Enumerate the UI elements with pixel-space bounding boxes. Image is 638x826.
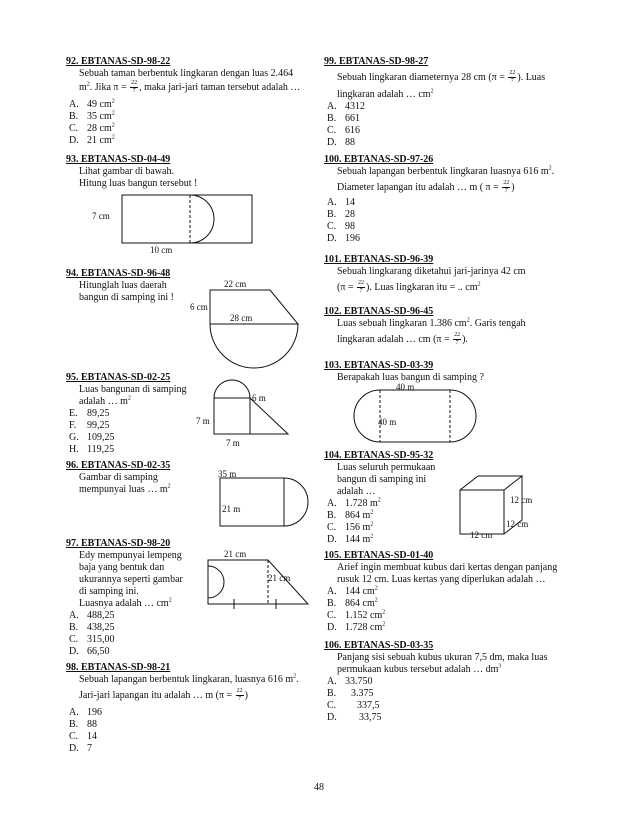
question-heading: 98. EBTANAS-SD-98-21 — [66, 662, 171, 673]
label-mid: 40 m — [378, 417, 397, 427]
option-b[interactable]: B. 88 — [69, 719, 97, 730]
question-text: Luasnya adalah … $cm^2$ — [79, 597, 172, 609]
question-105 — [324, 550, 584, 634]
option-b[interactable]: B. 3.375 — [327, 688, 374, 699]
question-text: adalah … — [337, 486, 376, 497]
question-heading: 97. EBTANAS-SD-98-20 — [66, 538, 171, 549]
question-text: Gambar di samping — [79, 472, 158, 483]
question-text: Lihat gambar di bawah. — [79, 166, 174, 177]
question-text: Sebuah lapangan berbentuk lingkaran luasnya 616 $m^2$. — [337, 165, 555, 177]
question-text: adalah … $m^2$ — [79, 395, 131, 407]
option-d[interactable]: D. 144 $m^2$ — [327, 533, 374, 545]
question-text: permukaan kubus tersebut adalah … $dm^3$ — [337, 663, 502, 675]
option-a[interactable]: A. 144 $cm^2$ — [327, 585, 378, 597]
question-heading: 99. EBTANAS-SD-98-27 — [324, 56, 429, 67]
label-top: 21 cm — [224, 549, 247, 559]
option-a[interactable]: A. 4312 — [327, 101, 365, 112]
question-text: Berapakah luas bangun di samping ? — [337, 372, 484, 383]
question-92 — [66, 56, 306, 147]
question-text: Sebuah lapangan berbentuk lingkaran, luasnya 616 $m^2$. — [79, 673, 299, 685]
page-number: 48 — [314, 782, 324, 793]
option-d[interactable]: D. 1.728 $cm^2$ — [327, 621, 386, 633]
option-a[interactable]: A. 14 — [327, 197, 355, 208]
option-d[interactable]: D. 7 — [69, 743, 92, 754]
label-width: 10 cm — [150, 245, 173, 255]
question-text: bangun di samping ini ! — [79, 292, 174, 303]
option-a[interactable]: A. 49 $cm^2$ — [69, 98, 115, 110]
label-bottom: 28 cm — [230, 313, 253, 323]
option-c[interactable]: C. 14 — [69, 731, 97, 742]
question-text: (π = $\frac{22}{7}$ ). Luas lingkaran itu = .. $cm^2$ — [337, 280, 481, 294]
label-top: 22 cm — [224, 279, 247, 289]
pi-fraction: $\frac{22}{7}$ — [454, 332, 461, 346]
label-bottom: 7 m — [226, 438, 240, 448]
label-depth: 12 cm — [506, 519, 529, 529]
question-101 — [324, 254, 584, 295]
label-left: 21 m — [222, 504, 241, 514]
option-c[interactable]: C. 28 $cm^2$ — [69, 122, 115, 134]
option-b[interactable]: B. 864 $cm^2$ — [327, 597, 378, 609]
option-c[interactable]: C. 315,00 — [69, 634, 115, 645]
option-g[interactable]: G. 109,25 — [69, 432, 115, 443]
question-106 — [324, 640, 584, 724]
pi-fraction: $\frac{22}{7}$ — [509, 70, 516, 84]
question-text: Hitunglah luas daerah — [79, 280, 167, 291]
label-bottom: 12 cm — [470, 530, 493, 540]
option-d[interactable]: D. 196 — [327, 233, 360, 244]
label-mid: 21 cm — [268, 573, 291, 583]
question-text: ukurannya seperti gambar — [79, 574, 183, 585]
option-b[interactable]: B. 35 $cm^2$ — [69, 110, 115, 122]
option-a[interactable]: A. 196 — [69, 707, 102, 718]
label-top: 35 m — [218, 469, 237, 479]
question-heading: 93. EBTANAS-SD-04-49 — [66, 154, 171, 165]
question-text: Jari-jari lapangan itu adalah … m (π = $\frac{22}{7}$ ) — [79, 688, 248, 702]
question-text: Sebuah taman berbentuk lingkaran dengan luas 2.464 — [79, 68, 294, 79]
option-c[interactable]: C. 1.152 $cm^2$ — [327, 609, 386, 621]
question-text: rusuk 12 cm. Luas kertas yang diperlukan adalah … — [337, 574, 546, 585]
option-c[interactable]: C. 156 $m^2$ — [327, 521, 374, 533]
question-text: Luas sebuah lingkaran 1.386 $cm^2$. Garis tengah — [337, 317, 526, 329]
label-height: 7 cm — [92, 211, 110, 221]
question-text: di samping ini. — [79, 586, 139, 597]
question-heading: 100. EBTANAS-SD-97-26 — [324, 154, 434, 165]
figure-trapezoid-cutout — [196, 546, 322, 610]
question-text: Edy mempunyai lempeng — [79, 550, 182, 561]
question-98 — [66, 662, 316, 755]
question-100 — [324, 154, 584, 245]
question-heading: 95. EBTANAS-SD-02-25 — [66, 372, 171, 383]
option-c[interactable]: C. 337,5 — [327, 700, 380, 711]
question-text: lingkaran adalah … cm (π = $\frac{22}{7}$ ). — [337, 332, 468, 346]
option-d[interactable]: D. 66,50 — [69, 646, 110, 657]
figure-stadium — [350, 382, 500, 446]
question-text: Hitung luas bangun tersebut ! — [79, 178, 198, 189]
question-text: bangun di samping ini — [337, 474, 427, 485]
label-left: 7 m — [196, 416, 210, 426]
pi-fraction: $\frac{22}{7}$ — [131, 80, 138, 94]
question-text: Panjang sisi sebuah kubus ukuran 7,5 dm, maka luas — [337, 652, 548, 663]
figure-rectangle-semicircle — [60, 192, 260, 256]
question-text: Diameter lapangan itu adalah … m ( π = $\frac{22}{7}$ ) — [337, 180, 515, 194]
question-text: Luas seluruh permukaan — [337, 462, 436, 473]
question-102 — [324, 306, 584, 347]
option-d[interactable]: D. 88 — [327, 137, 355, 148]
question-text: Arief ingin membuat kubus dari kertas dengan panjang — [337, 562, 558, 573]
option-a[interactable]: A. 488,25 — [69, 610, 115, 621]
label-top: 40 m — [396, 382, 415, 392]
question-heading: 96. EBTANAS-SD-02-35 — [66, 460, 171, 471]
pi-fraction: $\frac{22}{7}$ — [503, 180, 510, 194]
question-heading: 94. EBTANAS-SD-96-48 — [66, 268, 171, 279]
option-h[interactable]: H. 119,25 — [69, 444, 115, 455]
question-text: baja yang bentuk dan — [79, 562, 165, 573]
option-f[interactable]: F. 99,25 — [69, 420, 110, 431]
label-left: 6 cm — [190, 302, 208, 312]
option-b[interactable]: B. 28 — [327, 209, 355, 220]
question-99 — [324, 56, 584, 149]
figure-rectangle-rounded-end — [190, 468, 316, 534]
option-d[interactable]: D. 21 $cm^2$ — [69, 134, 115, 146]
question-text: mempunyai luas … $m^2$ — [79, 483, 171, 495]
option-c[interactable]: C. 98 — [327, 221, 355, 232]
label-right: 12 cm — [510, 495, 533, 505]
label-right: 6 m — [252, 393, 266, 403]
option-a[interactable]: A. 33.750 — [327, 676, 373, 687]
question-text: lingkaran adalah … $cm^2$ — [337, 88, 434, 100]
option-a[interactable]: A. 1.728 $m^2$ — [327, 497, 381, 509]
option-c[interactable]: C. 616 — [327, 125, 360, 136]
question-text: Sebuah lingkaran diameternya 28 cm (π = $\frac{22}{7}$ ). Luas — [337, 70, 546, 84]
option-b[interactable]: B. 438,25 — [69, 622, 115, 633]
option-b[interactable]: B. 864 $m^2$ — [327, 509, 374, 521]
figure-cube — [452, 470, 552, 540]
figure-trapezoid-semicircle — [186, 276, 316, 372]
question-heading: 105. EBTANAS-SD-01-40 — [324, 550, 434, 561]
question-heading: 101. EBTANAS-SD-96-39 — [324, 254, 434, 265]
question-text: Sebuah lingkarang diketahui jari-jarinya 42 cm — [337, 266, 526, 277]
question-93 — [66, 154, 306, 190]
question-heading: 102. EBTANAS-SD-96-45 — [324, 306, 434, 317]
question-103 — [324, 360, 584, 384]
figure-square-semicircle-triangle — [190, 374, 300, 450]
question-heading: 106. EBTANAS-SD-03-35 — [324, 640, 434, 651]
option-e[interactable]: E. 89,25 — [69, 408, 110, 419]
question-text: $m^2$. Jika π = $\frac{22}{7}$ , maka jari-jari taman tersebut adalah … — [79, 80, 301, 94]
option-b[interactable]: B. 661 — [327, 113, 360, 124]
pi-fraction: $\frac{22}{7}$ — [236, 688, 243, 702]
question-heading: 92. EBTANAS-SD-98-22 — [66, 56, 171, 67]
question-text: Luas bangunan di samping — [79, 384, 187, 395]
pi-fraction: $\frac{22}{7}$ — [358, 280, 365, 294]
question-heading: 103. EBTANAS-SD-03-39 — [324, 360, 434, 371]
option-d[interactable]: D. 33,75 — [327, 712, 382, 723]
question-heading: 104. EBTANAS-SD-95-32 — [324, 450, 434, 461]
